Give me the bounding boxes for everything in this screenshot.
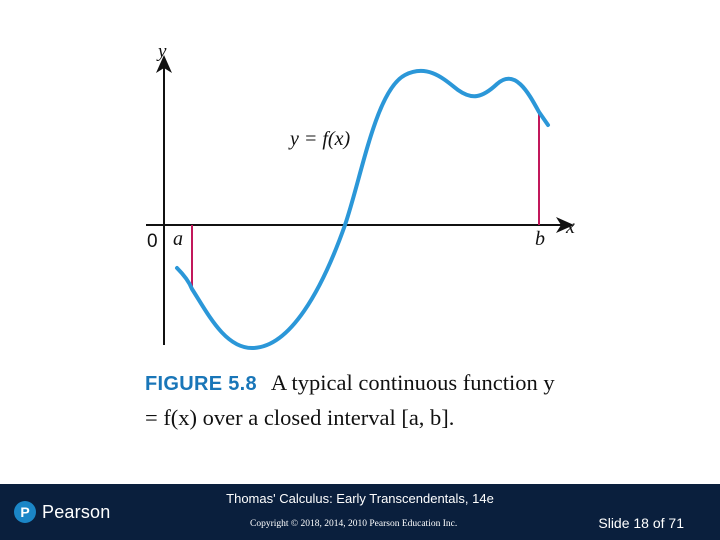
slide-number: Slide 18 of 71	[598, 515, 684, 531]
logo-text: Pearson	[42, 501, 111, 522]
footer-bar	[0, 484, 720, 540]
x-axis-label: x	[566, 216, 575, 238]
copyright-notice: Copyright © 2018, 2014, 2010 Pearson Education Inc.	[250, 519, 458, 529]
point-b-label: b	[535, 228, 545, 250]
figure-number: FIGURE 5.8	[145, 373, 257, 395]
pearson-p-icon: P	[14, 501, 36, 523]
book-title: Thomas' Calculus: Early Transcendentals, 14e	[226, 491, 494, 506]
curve-label: y = f(x)	[290, 128, 351, 150]
figure-caption	[145, 366, 565, 435]
point-a-label: a	[173, 228, 183, 250]
origin-label: 0	[147, 231, 158, 252]
caption-text: A typical continuous function y = f(x) over a closed interval [a, b].	[145, 370, 555, 430]
y-axis-label: y	[158, 41, 167, 62]
curve-f	[177, 71, 548, 348]
